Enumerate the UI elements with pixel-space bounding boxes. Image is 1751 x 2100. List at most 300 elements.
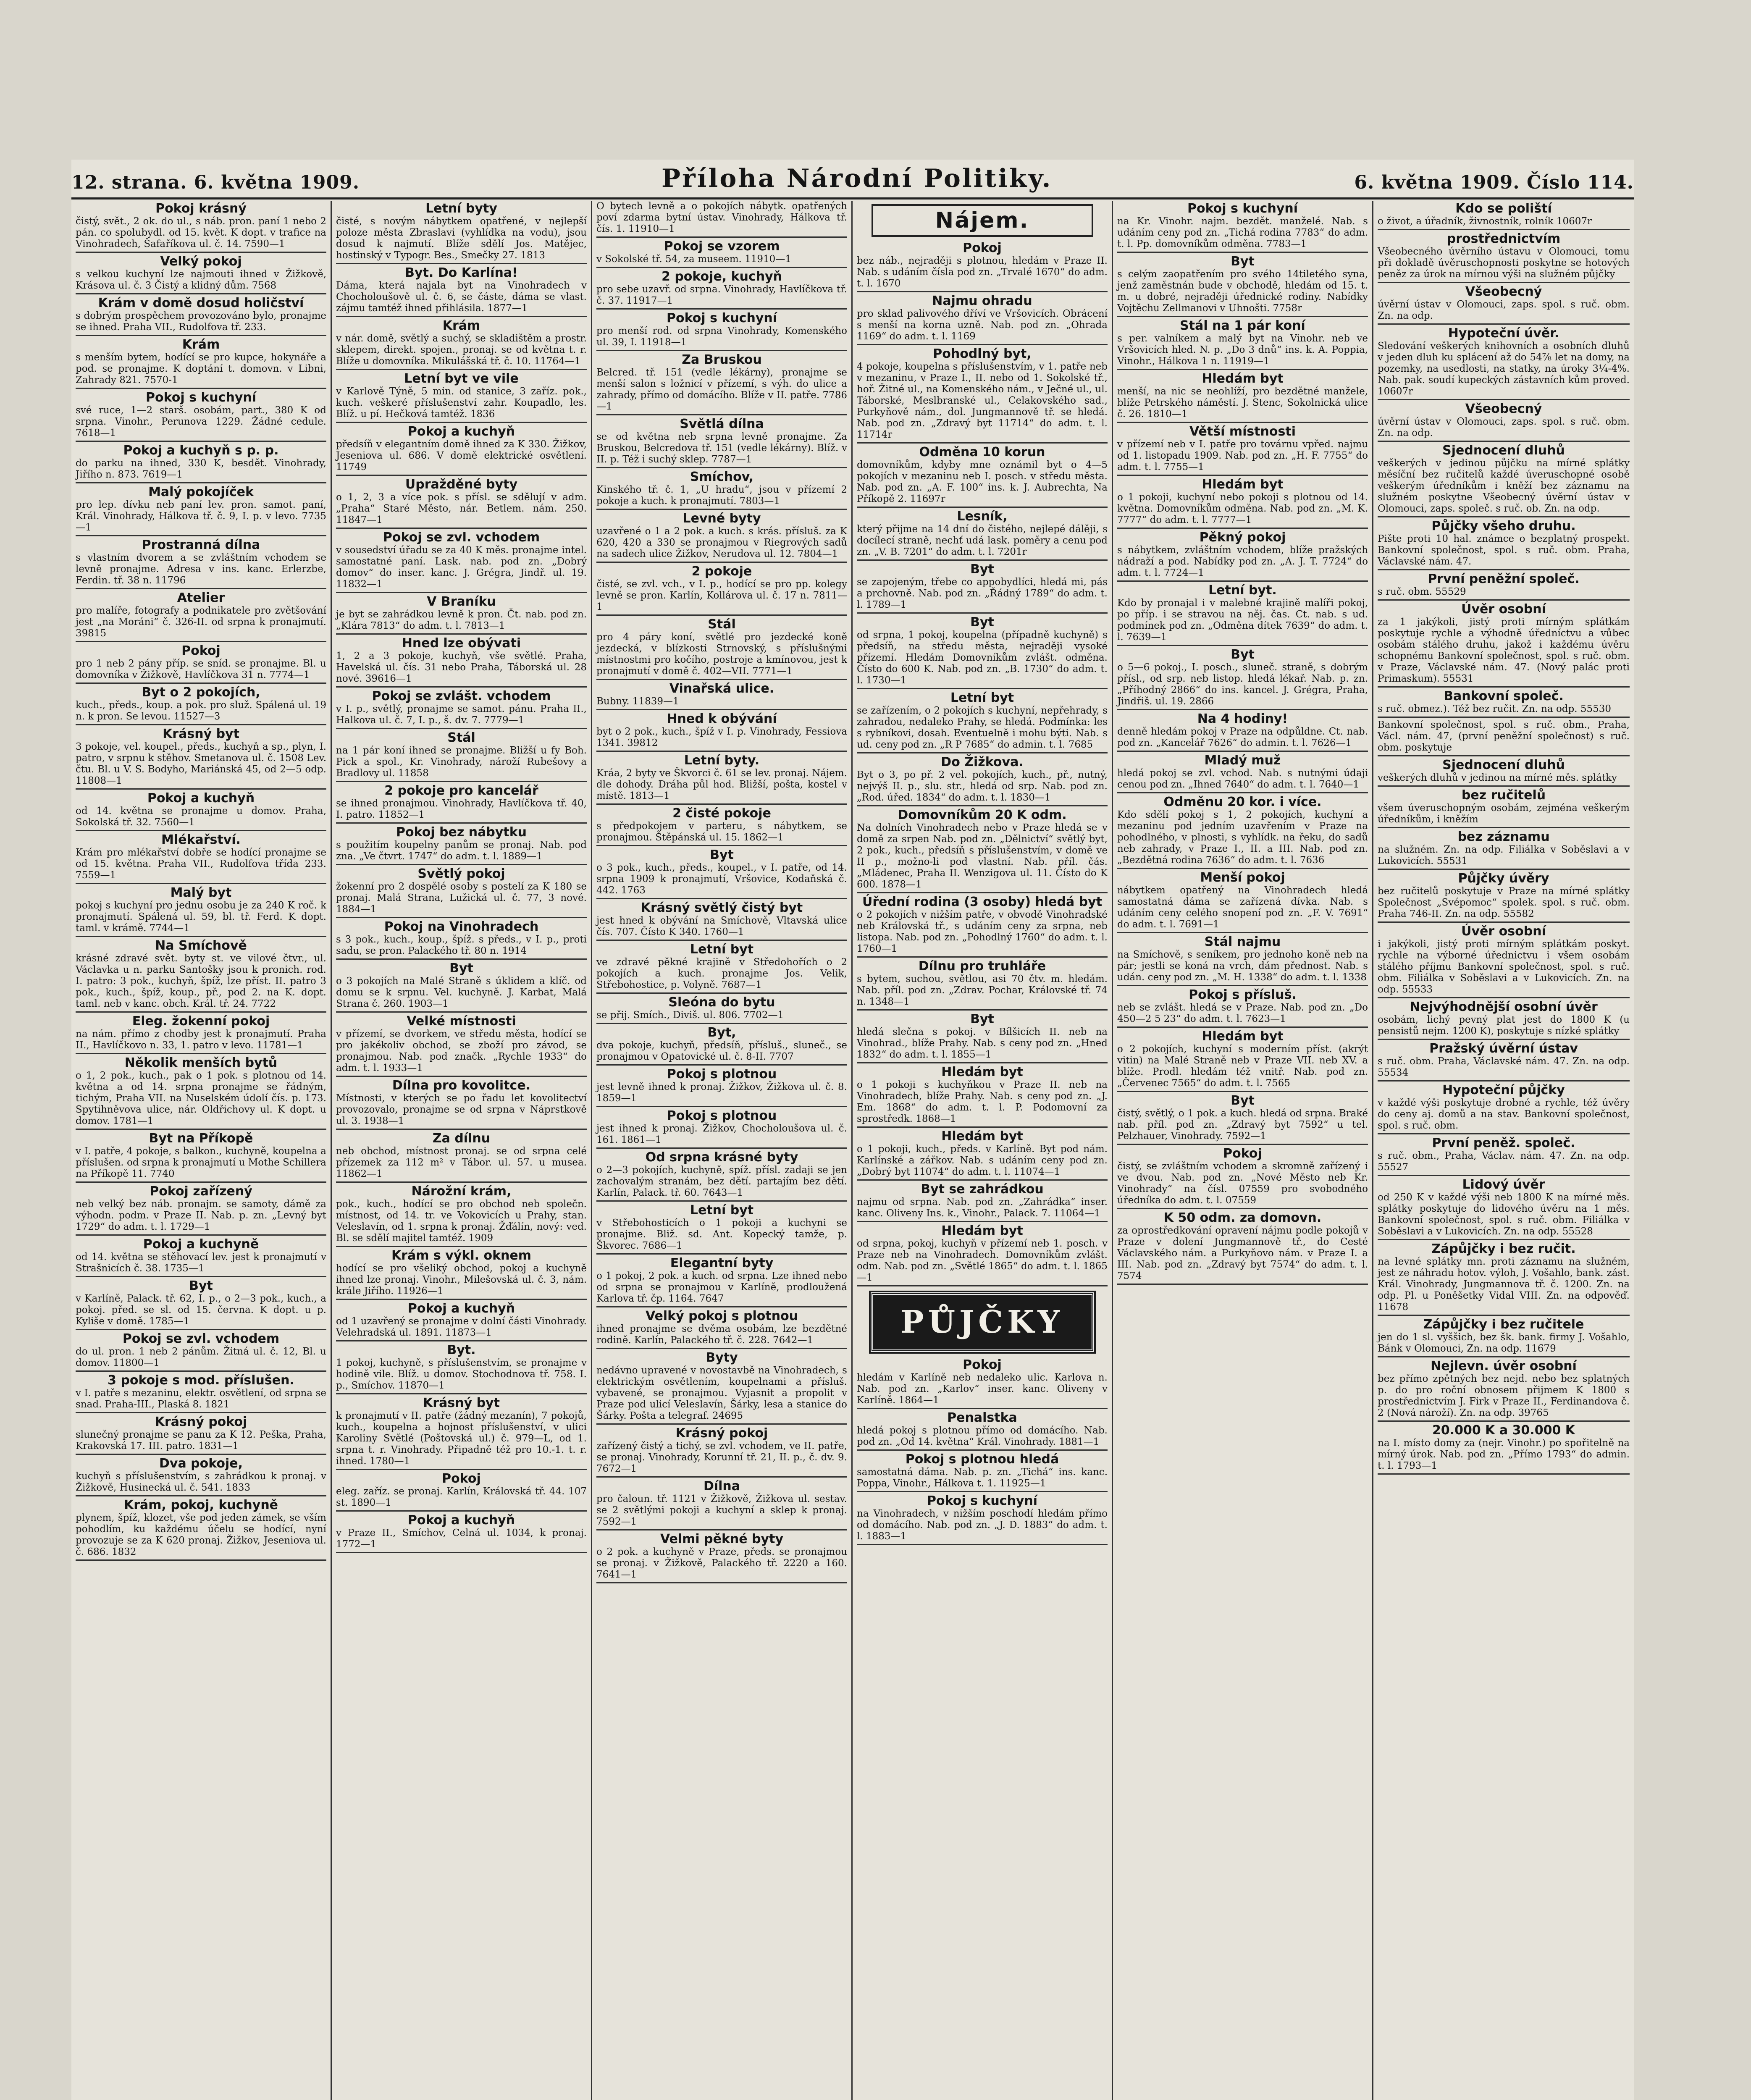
classified-ad (76, 1014, 326, 1054)
classified-ad (76, 1131, 326, 1183)
ad-text: s velkou kuchyní lze najmouti ihned v Žižkově, Krásova ul. č. 3 Čistý a klidný dům. 7568 (76, 269, 326, 291)
ad-text: čistý, svět., 2 ok. do ul., s náb. pron. paní 1 nebo 2 pán. co spolubydl. od 15. květ. K dopt. v trafice na Vinohradech, Šafaříkova ul. č. 14. 7590—1 (76, 216, 326, 249)
ad-title: Krásný byt (423, 1396, 500, 1410)
ad-title: Pohodlný byt, (933, 346, 1032, 361)
classified-ad (1378, 719, 1630, 756)
ad-title: Stál (708, 617, 736, 632)
ad-text: v nár. domě, světlý a suchý, se skladištěm a prostr. sklepem, direkt. spojen., pronaj. se od května t. r. Blíže u domovníka. Mikulášská tř. č. 10. 11764—1 (336, 333, 587, 367)
ad-title: Hypoteční půjčky (1442, 1083, 1565, 1097)
ad-title: Krám s výkl. oknem (391, 1248, 531, 1263)
classified-ad (336, 1302, 587, 1341)
ad-text: o 2 pokojích, kuchyní s moderním příst. (akrýt vitin) na Malé Straně neb v Praze VII. neb XV. a blíže. Prodl. hledám též vnitř. Nab. pod zn. „Červenec 7565“ do adm. t. l. 7565 (1117, 1044, 1368, 1089)
classified-ad (1117, 1094, 1368, 1145)
classified-ad (76, 791, 326, 831)
classified-ad (336, 1343, 587, 1394)
ad-title: Stál na 1 pár koní (1180, 318, 1305, 333)
classified-ad (1378, 830, 1630, 870)
ad-title: Letní byt (950, 690, 1014, 705)
classified-ad (1117, 871, 1368, 933)
classified-ad (336, 202, 587, 264)
ad-text: od srpna, pokoj, kuchyň v přízemí neb 1. posch. v Praze neb na Vinohradech. Domovníkům zvlášt. odm. Nab. pod zn. „Světlé 1865“ do adm. t. l. 1865—1 (857, 1238, 1108, 1283)
ad-text: čistý, světlý, o 1 pok. a kuch. hledá od srpna. Braké nab. příl. pod zn. „Zdravý byt 7592“ u tel. Pelzhauer, Vinohrady. 7592—1 (1117, 1108, 1368, 1142)
column-2 (332, 201, 592, 2100)
ad-title: Pražský úvěrní ústav (1429, 1041, 1578, 1056)
ad-text: domovníkům, kdyby mne oznámil byt o 4—5 pokojích v mezaninu neb I. posch. v středu města. Nab. pod zn. „A. F. 100“ ins. k. J. Aubrechta, Na Příkopě 2. 11697r (857, 459, 1108, 504)
classified-ad (596, 942, 847, 994)
ad-title: V Braníku (427, 594, 496, 609)
classified-ad (76, 1415, 326, 1455)
classified-ad (336, 689, 587, 729)
ad-text: předsíň v elegantním domě ihned za K 330. Žižkov, Jeseniova ul. 686. V domě elektrické osvětlení. 11749 (336, 439, 587, 472)
classified-ad (1117, 319, 1368, 370)
classified-ad (857, 1494, 1108, 1545)
classified-ad (857, 1224, 1108, 1286)
classified-ad (336, 595, 587, 635)
classified-ad (76, 1332, 326, 1372)
classified-ad (76, 255, 326, 294)
ad-text: se od května neb srpna levně pronajme. Za Bruskou, Belcredova tř. 151 (vedle lékárny). Blíž. v II. p. Též i suchý sklep. 7787—1 (596, 431, 847, 465)
ad-title: Letní byt (690, 1203, 754, 1218)
ad-text: od 14. května se pronajme u domov. Praha, Sokolská tř. 32. 7560—1 (76, 806, 326, 828)
ad-text: pro sebe uzavř. od srpna. Vinohrady, Havlíčkova tř. č. 37. 11917—1 (596, 284, 847, 306)
ad-text: jest ihned k pronaj. Žižkov, Chocholoušova ul. č. 161. 1861—1 (596, 1123, 847, 1145)
ad-title: Větší místnosti (1189, 424, 1296, 439)
ad-title: 2 čisté pokoje (672, 806, 771, 821)
ad-title: Byt, (707, 1025, 736, 1040)
ad-text: bez náb., nejraději s plotnou, hledám v Praze II. Nab. s udáním čísla pod zn. „Trvalé 1670“ do adm. t. l. 1670 (857, 255, 1108, 289)
classified-ad (76, 296, 326, 336)
ad-text: najmu od srpna. Nab. pod zn. „Zahrádka“ inser. kanc. Oliveny Ins. k., Vinohr., Palack. 7. 11064—1 (857, 1197, 1108, 1219)
classified-ad (1117, 1029, 1368, 1092)
ad-text: pro lep. dívku neb paní lev. pron. samot. paní, Král. Vinohrady, Hálkova tř. č. 9, I. p. v levo. 7735—1 (76, 499, 326, 533)
ad-text: slunečný pronajme se panu za K 12. Peška, Praha, Krakovská 17. III. patro. 1831—1 (76, 1429, 326, 1452)
ad-text: bez přímo zpětných bez nejd. nebo bez splatných p. do pro roční obnosem přijmem K 1800 s prostřednictvím J. Firk v Praze II., Ferdinandova č. 2 (Nová nároží). Zn. na odp. 39765 (1378, 1373, 1630, 1418)
ad-title: Eleg. žokenní pokoj (132, 1014, 270, 1029)
ad-title: Byt (710, 848, 734, 862)
ad-text: od 250 K v každé výši neb 1800 K na mírné měs. splátky poskytuje do lidového úvěru na 1 měs. Bankovní společnost, spol. s ruč. obm. Filiálka v Soběslavi a v Lukovicích. Zn. na odp. 55528 (1378, 1192, 1630, 1237)
ad-title: Pokoj krásný (155, 201, 247, 216)
ad-text: na levné splátky mn. proti záznamu na služném, jest ze náhradu hotov. výloh, J. Vošahlo, bank. zást. Král. Vinohrady, Jungmannova tř. č. 1200. Zn. na odp. Pl. u Poněšetky Vidal VIII. Zn. na odpověď. 11678 (1378, 1256, 1630, 1312)
ad-text: v I. patře, 4 pokoje, s balkon., kuchyně, koupelna a příslušen. od srpna k pronajmutí u Mothe Schillera na Příkopě 11. 7740 (76, 1146, 326, 1179)
classified-ad (1378, 1423, 1630, 1475)
ad-text: Kráa, 2 byty ve Škvorci č. 61 se lev. pronaj. Nájem. dle dohody. Dráha půl hod. Bližší, pošta, kostel v místě. 1813—1 (596, 768, 847, 801)
ad-text: plynem, špíž, klozet, vše pod jeden zámek, se vším pohodlím, ku každému účelu se hodící, nyní provozuje se za K 620 pronaj. Žižkov, Jeseniova ul. č. 686. 1832 (76, 1512, 326, 1557)
ad-text: denně hledám pokoj v Praze na odpůldne. Ct. nab. pod zn. „Kancelář 7626“ do admin. t. l. 7626—1 (1117, 726, 1368, 748)
classified-ad (1117, 478, 1368, 529)
ad-text: všem úveruschopným osobám, zejména veškerým úředníkům, i kněžím (1378, 803, 1630, 825)
classified-ad (596, 848, 847, 899)
classified-ad (857, 1411, 1108, 1451)
classified-ad (336, 1472, 587, 1512)
ad-text: pokoj s kuchyní pro jednu osobu je za 240 K roč. k pronajmutí. Spálená ul. 59, bl. tř. Ferd. K dopt. taml. v krámě. 7744—1 (76, 900, 326, 934)
ad-title: Letní byt. (1208, 583, 1277, 598)
ad-title: Byt na Příkopě (149, 1131, 253, 1146)
classified-ad (596, 1309, 847, 1349)
ad-title: Krásný pokoj (155, 1415, 247, 1429)
classified-ad (1378, 202, 1630, 230)
classified-ad (76, 644, 326, 684)
ad-text: úvěrní ústav v Olomouci, zaps. spol. s ruč. obm. Zn. na odp. (1378, 299, 1630, 321)
classified-ad (1117, 1211, 1368, 1285)
ad-text: o život, a úřadník, živnostník, rolník 10607r (1378, 216, 1592, 227)
ad-text: ihned pronajme se dvěma osobám, lze bezdětné rodině. Karlín, Palackého tř. č. 228. 7642—1 (596, 1323, 847, 1346)
ad-title: Elegantní byty (670, 1256, 774, 1270)
ad-text: v Karlíně, Palack. tř. 62, I. p., o 2—3 pok., kuch., a pokoj. před. se sl. od 15. června. K dopt. u p. Kyliše v domě. 1785—1 (76, 1293, 326, 1327)
ad-text: 1 pokoj, kuchyně, s příslušenstvím, se pronajme v hodině vile. Blíž. u domov. Stochodnova tř. 758. I. p., Smíchov. 11870—1 (336, 1357, 587, 1391)
ad-text: kuchyň s příslušenstvím, s zahrádkou k pronaj. v Žižkově, Husinecká ul. č. 541. 1833 (76, 1471, 326, 1493)
classified-ad (1378, 758, 1630, 787)
ad-text: dva pokoje, kuchyň, předsíň, přísluš., sluneč., se pronajmou v Opatovické ul. č. 8-II. 7707 (596, 1040, 847, 1062)
ad-text: o 1, 2, 3 a více pok. s přísl. se sdělují v adm. „Praha“ Staré Město, nár. Betlem. nám. 250. 11847—1 (336, 492, 587, 525)
ad-text: se přij. Smích., Diviš. ul. 806. 7702—1 (596, 1010, 784, 1021)
ad-text: Všeobecného úvěrního ústavu v Olomouci, tomu při dokladě úvěruschopnosti poskytne se hotových peněz za úrok na mírnou výši na služném půjčky (1378, 246, 1630, 280)
ad-title: Pokoj s kuchyní (927, 1494, 1038, 1508)
ad-title: Za dílnu (432, 1131, 491, 1146)
ad-text: bez ručitelů poskytuje v Praze na mírné splátky Společnost „Svépomoc“ spolek. spol. s ruč. obm. Praha 746-II. Zn. na odp. 55582 (1378, 886, 1630, 919)
ad-title: Penalstka (947, 1410, 1017, 1425)
ad-text: s nábytkem, zvláštním vchodem, blíže pražských nádraží a pod. Nabídky pod zn. „A. J. T. 7724“ do adm. t. l. 7724—1 (1117, 545, 1368, 578)
classified-ad (857, 509, 1108, 561)
classified-ad (857, 347, 1108, 444)
classified-ad (76, 338, 326, 389)
classified-ad (1117, 648, 1368, 710)
ad-title: Sleóna do bytu (668, 995, 775, 1010)
ad-text: v přízemí, se dvorkem, ve středu města, hodící se pro jakékoliv obchod, se zboží pro závod, se pronajmou. Nab. pod značk. „Rychle 1933“ do adm. t. l. 1933—1 (336, 1029, 587, 1074)
classified-ad (1378, 232, 1630, 283)
ad-title: Byt. Do Karlína! (405, 265, 518, 280)
ad-text: hledám v Karlíně neb nedaleko ulic. Karlova n. Nab. pod zn. „Karlov“ inser. kanc. Oliveny v Karlíně. 1864—1 (857, 1372, 1108, 1406)
ad-text: o 3 pok., kuch., předs., koupel., v I. patře, od 14. srpna 1909 k pronajmutí, Vršovice, Kodaňská č. 442. 1763 (596, 862, 847, 896)
ad-text: s ruč. obm., Praha, Václav. nám. 47. Zn. na odp. 55527 (1378, 1150, 1630, 1173)
classified-ad (336, 1014, 587, 1077)
ad-text: o 3 pokojích na Malé Straně s úklidem a klíč. od domu se k srpnu. Vel. kuchyně. J. Karbat, Malá Strana č. 260. 1903—1 (336, 976, 587, 1009)
classified-ad (76, 202, 326, 253)
ad-title: Pěkný pokoj (1199, 530, 1286, 545)
ad-text: s předpokojem v parteru, s nábytkem, se pronajmou. Štěpánská ul. 15. 1862—1 (596, 821, 847, 843)
classified-ad (1378, 1359, 1630, 1422)
ad-title: Sjednocení dluhů (1442, 443, 1565, 458)
classified-ad (596, 270, 847, 310)
ad-title: Do Žižkova. (941, 755, 1024, 769)
ad-title: Byt (1231, 254, 1255, 269)
ad-title: Byt (1231, 647, 1255, 662)
ad-text: se zařízením, o 2 pokojích s kuchyní, nepřehrady, s zahradou, nedaleko Prahy, se hledá. Podmínka: les s rybníkovi, dosah. Eventuelně i mohu býti. Nab. s ud. ceny pod zn. „R P 7685“ do admin. t. l. 7685 (857, 705, 1108, 750)
ad-text: hledá pokoj se zvl. vchod. Nab. s nutnými údaji cenou pod zn. „Ihned 7640“ do adm. t. l. 7640—1 (1117, 768, 1368, 790)
classified-ad (596, 753, 847, 805)
classified-ad (596, 617, 847, 680)
ad-title: Úvěr osobní (1461, 924, 1546, 939)
classified-ad (596, 417, 847, 468)
classified-ad (857, 1358, 1108, 1409)
page-header (71, 160, 1634, 200)
ad-text: pro menší rod. od srpna Vinohrady, Komenského ul. 39, I. 11918—1 (596, 326, 847, 348)
classified-ad (857, 445, 1108, 508)
ad-text: čisté, s novým nábytkem opatřené, v nejlepší poloze města Zbraslavi (vyhlídka na vodu), jsou dosud k najmutí. Blíže sdělí Jos. Matějec, hostinský v Typogr. Bes., Smečky 27. 1813 (336, 216, 587, 261)
ad-text: s menším bytem, hodící se pro kupce, hokynáře a pod. se pronajme. K doptání t. domovn. v Libni, Zahrady 821. 7570-1 (76, 352, 326, 386)
ad-text: menší, na nic se neohlíží, pro bezdětné manžele, blíže Petrského náměstí. J. Stenc, Sokolnická ulice č. 26. 1810—1 (1117, 386, 1368, 420)
classified-ad (76, 1498, 326, 1561)
ad-text: v Střebohosticích o 1 pokoji a kuchyni se pronajme. Bliž. sd. Ant. Kopecký tamže, p. Škvorec. 7686—1 (596, 1218, 847, 1251)
classified-ad (596, 470, 847, 510)
ad-title: Pokoj zařízený (150, 1184, 252, 1199)
ad-text: který přijme na 14 dní do čistého, nejlepé dálěji, s docílecí straně, nechť udá lask. poměry a cenu pod zn. „V. B. 7201“ do adm. t. l. 7201r (857, 524, 1108, 557)
ad-title: Několik menších bytů (124, 1055, 278, 1070)
header-supplement-title: Příloha Národní Politiky. (662, 164, 1053, 193)
ad-text: za oprostředkování opravení nájmu podle pokojů v Praze v dolení Jungmannově tř., do Cesté Václavského nám. a Purkyňovo nám. v Praze I. a III. Nab. pod zn. „Zdravý byt 7574“ do adm. t. l. 7574 (1117, 1225, 1368, 1281)
classified-ad (857, 895, 1108, 958)
ad-title: Pokoj se zvlášt. vchodem (372, 689, 551, 704)
ad-text: Sledování veškerých knihovních a osobních dluhů v jeden dluh ku splácení až do 54⅞ let na domy, na pozemky, na usedlosti, na statky, na úroky 3¼-4%. Nab. pak. soudí kupeckých zástavních kům proved. 10607r (1378, 341, 1630, 397)
ad-title: Pokoj se zvl. vchodem (383, 530, 540, 545)
classified-ad (76, 1237, 326, 1277)
column-6 (1373, 201, 1634, 2100)
ad-text: jest hned k obývání na Smíchově, Vltavská ulice čís. 707. Čísto K 340. 1760—1 (596, 915, 847, 937)
ad-title: Pokoj s kuchyní (1187, 201, 1298, 216)
ad-text: v Karlově Týně, 5 min. od stanice, 3 zaříz. pok., kuch. veškeré příslušenství zahr. Koupadlo, les. Blíž. u pí. Hečková tamtéž. 1836 (336, 386, 587, 420)
classified-ad (1117, 1147, 1368, 1209)
ad-text: hledá slečna s pokoj. v Bílšicích II. neb na Vinohrad., blíže Prahy. Nab. s ceny pod zn. „Hned 1832“ do adm. t. l. 1855—1 (857, 1026, 1108, 1060)
classified-ad (336, 636, 587, 688)
ad-title: Pokoj (1223, 1146, 1262, 1161)
ad-title: Krám v domě dosud holičství (98, 296, 304, 310)
classified-ad (76, 538, 326, 589)
ad-text: jen do 1 sl. vyššich, bez šk. bank. firmy J. Vošahlo, Bánk v Olomouci, Zn. na odp. 11679 (1378, 1332, 1630, 1354)
classified-ad (596, 1067, 847, 1107)
ad-text: v přízemí neb v I. patře pro továrnu vpřed. najmu od 1. listopadu 1909. Nab. pod zn. „H. F. 7755“ do adm. t. l. 7755—1 (1117, 439, 1368, 472)
ad-text: úvěrní ústav v Olomouci, zaps. spol. s ruč. obm. Zn. na odp. (1378, 416, 1630, 438)
ad-title: Pokoj a kuchyň (407, 1301, 515, 1316)
classified-ad (336, 319, 587, 370)
ad-text: za 1 jakýkoli, jistý proti mírným splátkám poskytuje rychle a výhodně úředníctvu a vůbec osobám stálého druhu, jakož i každému úvěru schopnému Bankovní společnost, spol. s ruč. obm. v Praze, Václavské nám. 47. (Nový palác proti Primaskum). 55531 (1378, 617, 1630, 684)
ad-title: Stál najmu (1204, 934, 1281, 949)
classified-ad (336, 425, 587, 476)
ad-title: Pokoj se zvl. vchodem (122, 1331, 280, 1346)
classified-ad (857, 755, 1108, 806)
ad-title: Zápůjčky i bez ručit. (1431, 1242, 1576, 1256)
ad-title: Hledám byt (1202, 477, 1284, 492)
ad-text: uzavřené o 1 a 2 pok. a kuch. s krás. přísluš. za K 620, 420 a 330 se pronajmou v Riegrových sadů na sadech ulice Žižkov, Nerudova ul. 12. 7804—1 (596, 526, 847, 559)
classified-ad (1117, 202, 1368, 253)
classified-ad (76, 685, 326, 725)
classified-ad (1378, 788, 1630, 828)
ad-title: Pokoj s plotnou (667, 1108, 777, 1123)
ad-text: neb obchod, místnost pronaj. se od srpna celé přízemek za 112 m² v Tábor. ul. 57. u musea. 11862—1 (336, 1146, 587, 1179)
ad-title: První peněžní společ. (1428, 572, 1580, 586)
classified-ad (1378, 519, 1630, 570)
classified-ad (336, 530, 587, 593)
ad-title: Od srpna krásné byty (645, 1150, 798, 1165)
classified-ad (596, 995, 847, 1024)
ad-title: Byt (970, 1012, 994, 1026)
ad-text: Kdo by pronajal i v malebné krajině malíři pokoj, po příp. i se stravou na něj. čas. Ct. nab. s ud. podmínek pod zn. „Odměna dítek 7639“ do adm. t. l. 7639—1 (1117, 598, 1368, 643)
classified-ad (596, 201, 847, 238)
ad-text: s ruč. obm. Praha, Václavské nám. 47. Zn. na odp. 55534 (1378, 1056, 1630, 1078)
classified-ad (1378, 326, 1630, 400)
ad-text: O bytech levně a o pokojích nábytk. opatřených poví zdarma bytní ústav. Vinohrady, Hálkova tř. čís. 1. 11910—1 (596, 201, 847, 234)
ad-title: Byt se zahrádkou (921, 1182, 1044, 1197)
classified-ad (1117, 795, 1368, 869)
ad-title: Malý pokojíček (148, 485, 254, 499)
classified-ad (76, 1373, 326, 1413)
classified-ad (596, 1479, 847, 1530)
classified-ad (76, 444, 326, 483)
ad-text: s celým zaopatřením pro svého 14tiletého syna, jenž zaměstnán bude v obchodě, hledám od 15. t. m. u dobré, nejraději úřednické rodiny. Nabídky Vojtěchu Zellmanovi v Uhnošti. 7758r (1117, 269, 1368, 314)
ad-title: Světlá dílna (680, 417, 764, 431)
classified-ad (76, 939, 326, 1013)
ad-text: s použitím koupelny panům se pronaj. Nab. pod zna. „Ve čtvrt. 1747“ do adm. t. l. 1889—1 (336, 840, 587, 862)
ad-text: ve zdravé pěkné krajině v Středohořích o 2 pokojích a kuch. pronajme Jos. Velik, Střebohostice, p. Volyně. 7687—1 (596, 957, 847, 990)
ad-title: Hned k obývání (667, 711, 777, 726)
ad-title: Pokoj a kuchyň (407, 1513, 515, 1528)
ad-text: Na dolních Vinohradech nebo v Praze hledá se v domě za srpen Nab. pod zn. „Dělnictví“ světlý byt, 2 pok., kuch., předsíň s příslušenstvím, v domě ve II p., možno-li pod vlastní. Nab. příl. čás. „Mládenec, Praha II. Wenzigova ul. 11. Čísto do K 600. 1878—1 (857, 822, 1108, 890)
ad-title: Malý byt (170, 885, 232, 900)
classified-ad (336, 1131, 587, 1183)
ad-text: se ihned pronajmou. Vinohrady, Havlíčkova tř. 40, I. patro. 11852—1 (336, 798, 587, 820)
classified-ad (596, 1351, 847, 1425)
ad-text: samostatná dáma. Nab. p. zn. „Tichá“ ins. kanc. Poppa, Vinohr., Hálkova t. 1. 11925—1 (857, 1467, 1108, 1489)
ad-title: Velmi pěkné byty (660, 1532, 784, 1546)
ad-title: prostřednictvím (1446, 231, 1561, 246)
ad-text: 3 pokoje, vel. koupel., předs., kuchyň a sp., plyn, I. patro, v srpnu k stěhov. Smetanova ul. č. 1508 Lev. čtu. Bl. u V. S. Bodyho, Mariánská 45, od 2—5 odp. 11808—1 (76, 741, 326, 786)
classified-ad (596, 1256, 847, 1307)
ad-title: Byt (970, 615, 994, 630)
ad-text: na 1 pár koní ihned se pronajme. Bližší u fy Boh. Pick a spol., Kr. Vinohrady, nároží Rubešovy a Bradlovy ul. 11858 (336, 745, 587, 779)
ad-title: Hledám byt (1202, 371, 1284, 386)
classified-ad (336, 266, 587, 317)
ad-title: Nejlevn. úvěr osobní (1431, 1359, 1577, 1373)
classified-ad (1378, 602, 1630, 688)
classified-ad (336, 1249, 587, 1300)
ad-text: 4 pokoje, koupelna s příslušenstvím, v 1. patře neb v mezaninu, v Praze I., II. nebo od 1. Sokolské tř., hoř. Žitné ul., na Komenského nám., v Ječné ul., ul. Táborské, Meslbranské ul., Celakovského sad., Purkyňově nám., dol. Jungmannově tř. se hledá. Nab. pod zn. „Zdravý byt 11714“ do adm. t. l. 11714r (857, 361, 1108, 440)
ad-title: Světlý pokoj (417, 866, 505, 881)
classified-ad (76, 591, 326, 642)
ad-title: Hledám byt (941, 1129, 1023, 1144)
classified-ad (1378, 924, 1630, 998)
ad-title: Zápůjčky i bez ručitele (1423, 1317, 1584, 1332)
ad-title: Pokoj (963, 1357, 1002, 1372)
classified-ad (336, 920, 587, 960)
ad-text: krásné zdravé svět. byty st. ve vilové čtvr., ul. Václavka u n. parku Santošky jsou k pronich. rod. I. patro: 3 pok., kuchyň, špíž, lze příst. II. patro 3 pok., kuch., špíž, koup., př., pod 2. na K. dopt. taml. neb v kanc. obch. Král. tř. 24. 7722 (76, 953, 326, 1009)
ad-title: Úřední rodina (3 osoby) hledá byt (862, 895, 1103, 909)
column-4 (853, 201, 1113, 2100)
classified-ad (596, 901, 847, 941)
ad-text: Belcred. tř. 151 (vedle lékárny), pronajme se menší salon s ložnicí v přízemí, s výh. do ulice a zahrady, přímo od domácího. Blíže v II. patře. 7786—1 (596, 367, 847, 412)
ad-title: Pokoj s kuchyní (145, 390, 257, 405)
classified-ad (1117, 583, 1368, 646)
classified-ad (1117, 372, 1368, 423)
ad-title: Odměnu 20 kor. i více. (1163, 795, 1322, 809)
ad-title: Hypoteční úvěr. (1448, 326, 1559, 341)
ad-text: veškerých v jedinou půjčku na mírné splátky měsíční bez ručitelů každé úveruschopné osobě veškerým úředníkům i kněží bez záznamu na služném poskytne Všeobecný úvěrní ústav v Olomouci, zaps. společ. s ruč. ob. Zn. na odp. (1378, 458, 1630, 514)
ad-title: Atelier (177, 591, 225, 605)
ad-title: Pokoj (963, 241, 1002, 255)
ad-title: Půjčky všeho druhu. (1431, 519, 1576, 533)
ad-text: v Praze II., Smíchov, Celná ul. 1034, k pronaj. 1772—1 (336, 1528, 587, 1550)
ad-title: 20.000 K a 30.000 K (1432, 1423, 1575, 1438)
ad-text: pro 1 neb 2 pány příp. se sníd. se pronajme. Bl. u domovníka v Žižkově, Havlíčkova 31 n. 7774—1 (76, 658, 326, 680)
ad-text: nedávno upravené v novostavbě na Vinohradech, s elektrickým osvětlením, koupelnami a přísluš. vybavené, se pronajmou. Vyjasnit a propolit v Praze pod ulicí Veleslavín, Šárky, lesa a stanice do Šárky. Pošta a telegraf. 24695 (596, 1365, 847, 1421)
ad-title: 2 pokoje (691, 564, 752, 579)
ad-title: Za Bruskou (682, 352, 762, 367)
ad-text: o 1 pokoji, kuch., předs. v Karlíně. Byt pod nám. Karlínské a zářkov. Nab. s udáním ceny pod zn. „Dobrý byt 11074“ do adm. t. l. 11074—1 (857, 1144, 1108, 1177)
ad-text: s per. valníkem a malý byt na Vinohr. neb ve Vršovicích hled. N. p. „Do 3 dnů“ ins. k. A. Poppia, Vinohr., Hálkova 1 n. 11919—1 (1117, 333, 1368, 367)
ad-title: Pokoj na Vinohradech (384, 919, 539, 934)
ad-text: zařízený čistý a tichý, se zvl. vchodem, ve II. patře, se pronaj. Vinohrady, Korunní tř. 21, II. p., č. dv. 9. 7672—1 (596, 1441, 847, 1474)
classified-ad (336, 961, 587, 1013)
ad-title: Nárožní krám, (411, 1184, 512, 1199)
ad-title: Dílna pro kovolitce. (392, 1078, 531, 1093)
ad-text: o 1 pokoji, kuchyní nebo pokoji s plotnou od 14. května. Domovníkům odměna. Nab. pod zn. „M. K. 7777“ do adm. t. l. 7777—1 (1117, 492, 1368, 525)
ad-title: 2 pokoje pro kancelář (384, 783, 538, 798)
ad-title: 3 pokoje s mod. příslušen. (108, 1373, 294, 1388)
classified-ad (1378, 285, 1630, 325)
classified-ad (336, 478, 587, 529)
ad-title: bez ručitelů (1461, 788, 1546, 803)
ad-title: Půjčky úvěry (1458, 871, 1549, 886)
ad-text: žokenní pro 2 dospělé osoby s postelí za K 180 se pronaj. Malá Strana, Lužická ul. č. 77, 3 nové. 1884—1 (336, 881, 587, 915)
classified-ad (596, 512, 847, 563)
classified-ad (76, 391, 326, 442)
ad-title: Pokoj (442, 1471, 481, 1486)
classified-ad (336, 1513, 587, 1553)
ad-title: Dílna (703, 1479, 740, 1494)
ad-title: Levné byty (683, 511, 761, 526)
ad-text: hodící se pro všeliký obchod, pokoj a kuchyně ihned lze pronaj. Vinohr., Milešovská ul. č. 3, nám. krále Jiřího. 11926—1 (336, 1263, 587, 1297)
ad-title: Domovníkům 20 K odm. (898, 808, 1067, 822)
classified-ad (857, 1129, 1108, 1181)
ad-title: Na Smíchově (155, 938, 247, 953)
ad-text: Místnosti, v kterých se po řadu let kovolitectví provozovalo, pronajme se od srpna v Náprstkově ul. 3. 1938—1 (336, 1093, 587, 1126)
ad-title: Úvěr osobní (1461, 602, 1546, 617)
ad-text: pro čaloun. tř. 1121 v Žižkově, Žižkova ul. sestav. se 2 světlými pokoji a kuchyní a sklep k pronaj. 7592—1 (596, 1494, 847, 1527)
ad-text: pok., kuch., hodící se pro obchod neb společn. místnost, od 14. tr. ve Vokovicích u Prahy, stan. Veleslavín, od 1. srpna k pronaj. Žďálín, nový: ved. Bl. se sdělí majitel tamtéž. 1909 (336, 1199, 587, 1244)
ad-title: Vinařská ulice. (669, 681, 774, 696)
classified-ad (596, 1109, 847, 1149)
ad-title: K 50 odm. za domovn. (1163, 1210, 1322, 1225)
classified-ad (76, 727, 326, 790)
classified-ad (596, 564, 847, 616)
ad-text: Bankovní společnost, spol. s ruč. obm., Praha, Václ. nám. 47, (první peněžní společnost) s ruč. obm. poskytuje (1378, 719, 1630, 753)
classified-ad (596, 1203, 847, 1255)
ad-text: v každé výši poskytuje drobné a rychle, též úvěry do ceny aj. domů a na stav. Bankovní společnost, spol. s ruč. obm. (1378, 1097, 1630, 1131)
classified-ad (857, 808, 1108, 893)
ad-text: neb se zvlášt. hledá se v Praze. Nab. pod zn. „Do 450—2 5 23“ do adm. t. l. 7623—1 (1117, 1002, 1368, 1024)
ad-title: Kdo se poliští (1455, 201, 1552, 216)
ad-title: Byt. (447, 1343, 476, 1357)
ad-title: Letní byty. (684, 753, 760, 768)
ad-text: čistý, se zvláštním vchodem a skromně zařízený i ve dvou. Nab. pod zn. „Nové Město neb Kr. Vinohrady“ na čísl. 07559 pro svobodného úředníka do adm. t. l. 07559 (1117, 1161, 1368, 1206)
classified-ad (336, 867, 587, 918)
ad-text: s dobrým prospěchem provozováno bylo, pronajme se ihned. Praha VII., Rudolfova tř. 233. (76, 310, 326, 333)
column-1 (71, 201, 332, 2100)
ad-title: První peněž. společ. (1432, 1136, 1575, 1150)
classified-ad (596, 1532, 847, 1583)
classified-ad (336, 731, 587, 782)
classified-ad (857, 1182, 1108, 1222)
ad-title: Krám (182, 337, 220, 352)
classified-ad (857, 1065, 1108, 1128)
ad-title: Smíchov, (690, 470, 754, 484)
classified-ad (336, 825, 587, 865)
ad-text: své ruce, 1—2 starš. osobám, part., 380 K od srpna. Vinohr., Perunova 1229. Žádné cedule. 7618—1 (76, 405, 326, 438)
ad-text: od srpna, 1 pokoj, koupelna (případně kuchyně) s předsíň, na středu města, nejraději vysoké přízemí. Hledám Domovníkům zvlášt. odměna. Čísto do 600 K. Nab. pod zn. „B. 1730“ do adm. t. l. 1730—1 (857, 630, 1108, 686)
classified-ad (76, 485, 326, 536)
ad-title: Sjednocení dluhů (1442, 758, 1565, 772)
ad-title: Byt (189, 1278, 213, 1293)
ad-text: hledá pokoj s plotnou přímo od domácího. Nab. pod zn. „Od 14. května“ Král. Vinohrady. 1881—1 (857, 1425, 1108, 1447)
ad-title: Na 4 hodiny! (1197, 711, 1288, 726)
ad-text: o 5—6 pokoj., I. posch., sluneč. straně, s dobrým přísl., od srp. neb listop. hledá lékař. Nab. p. zn. „Příhodný 2866“ do ins. kancel. J. Grégra, Praha, Jindřiš. ul. 19. 2866 (1117, 662, 1368, 707)
